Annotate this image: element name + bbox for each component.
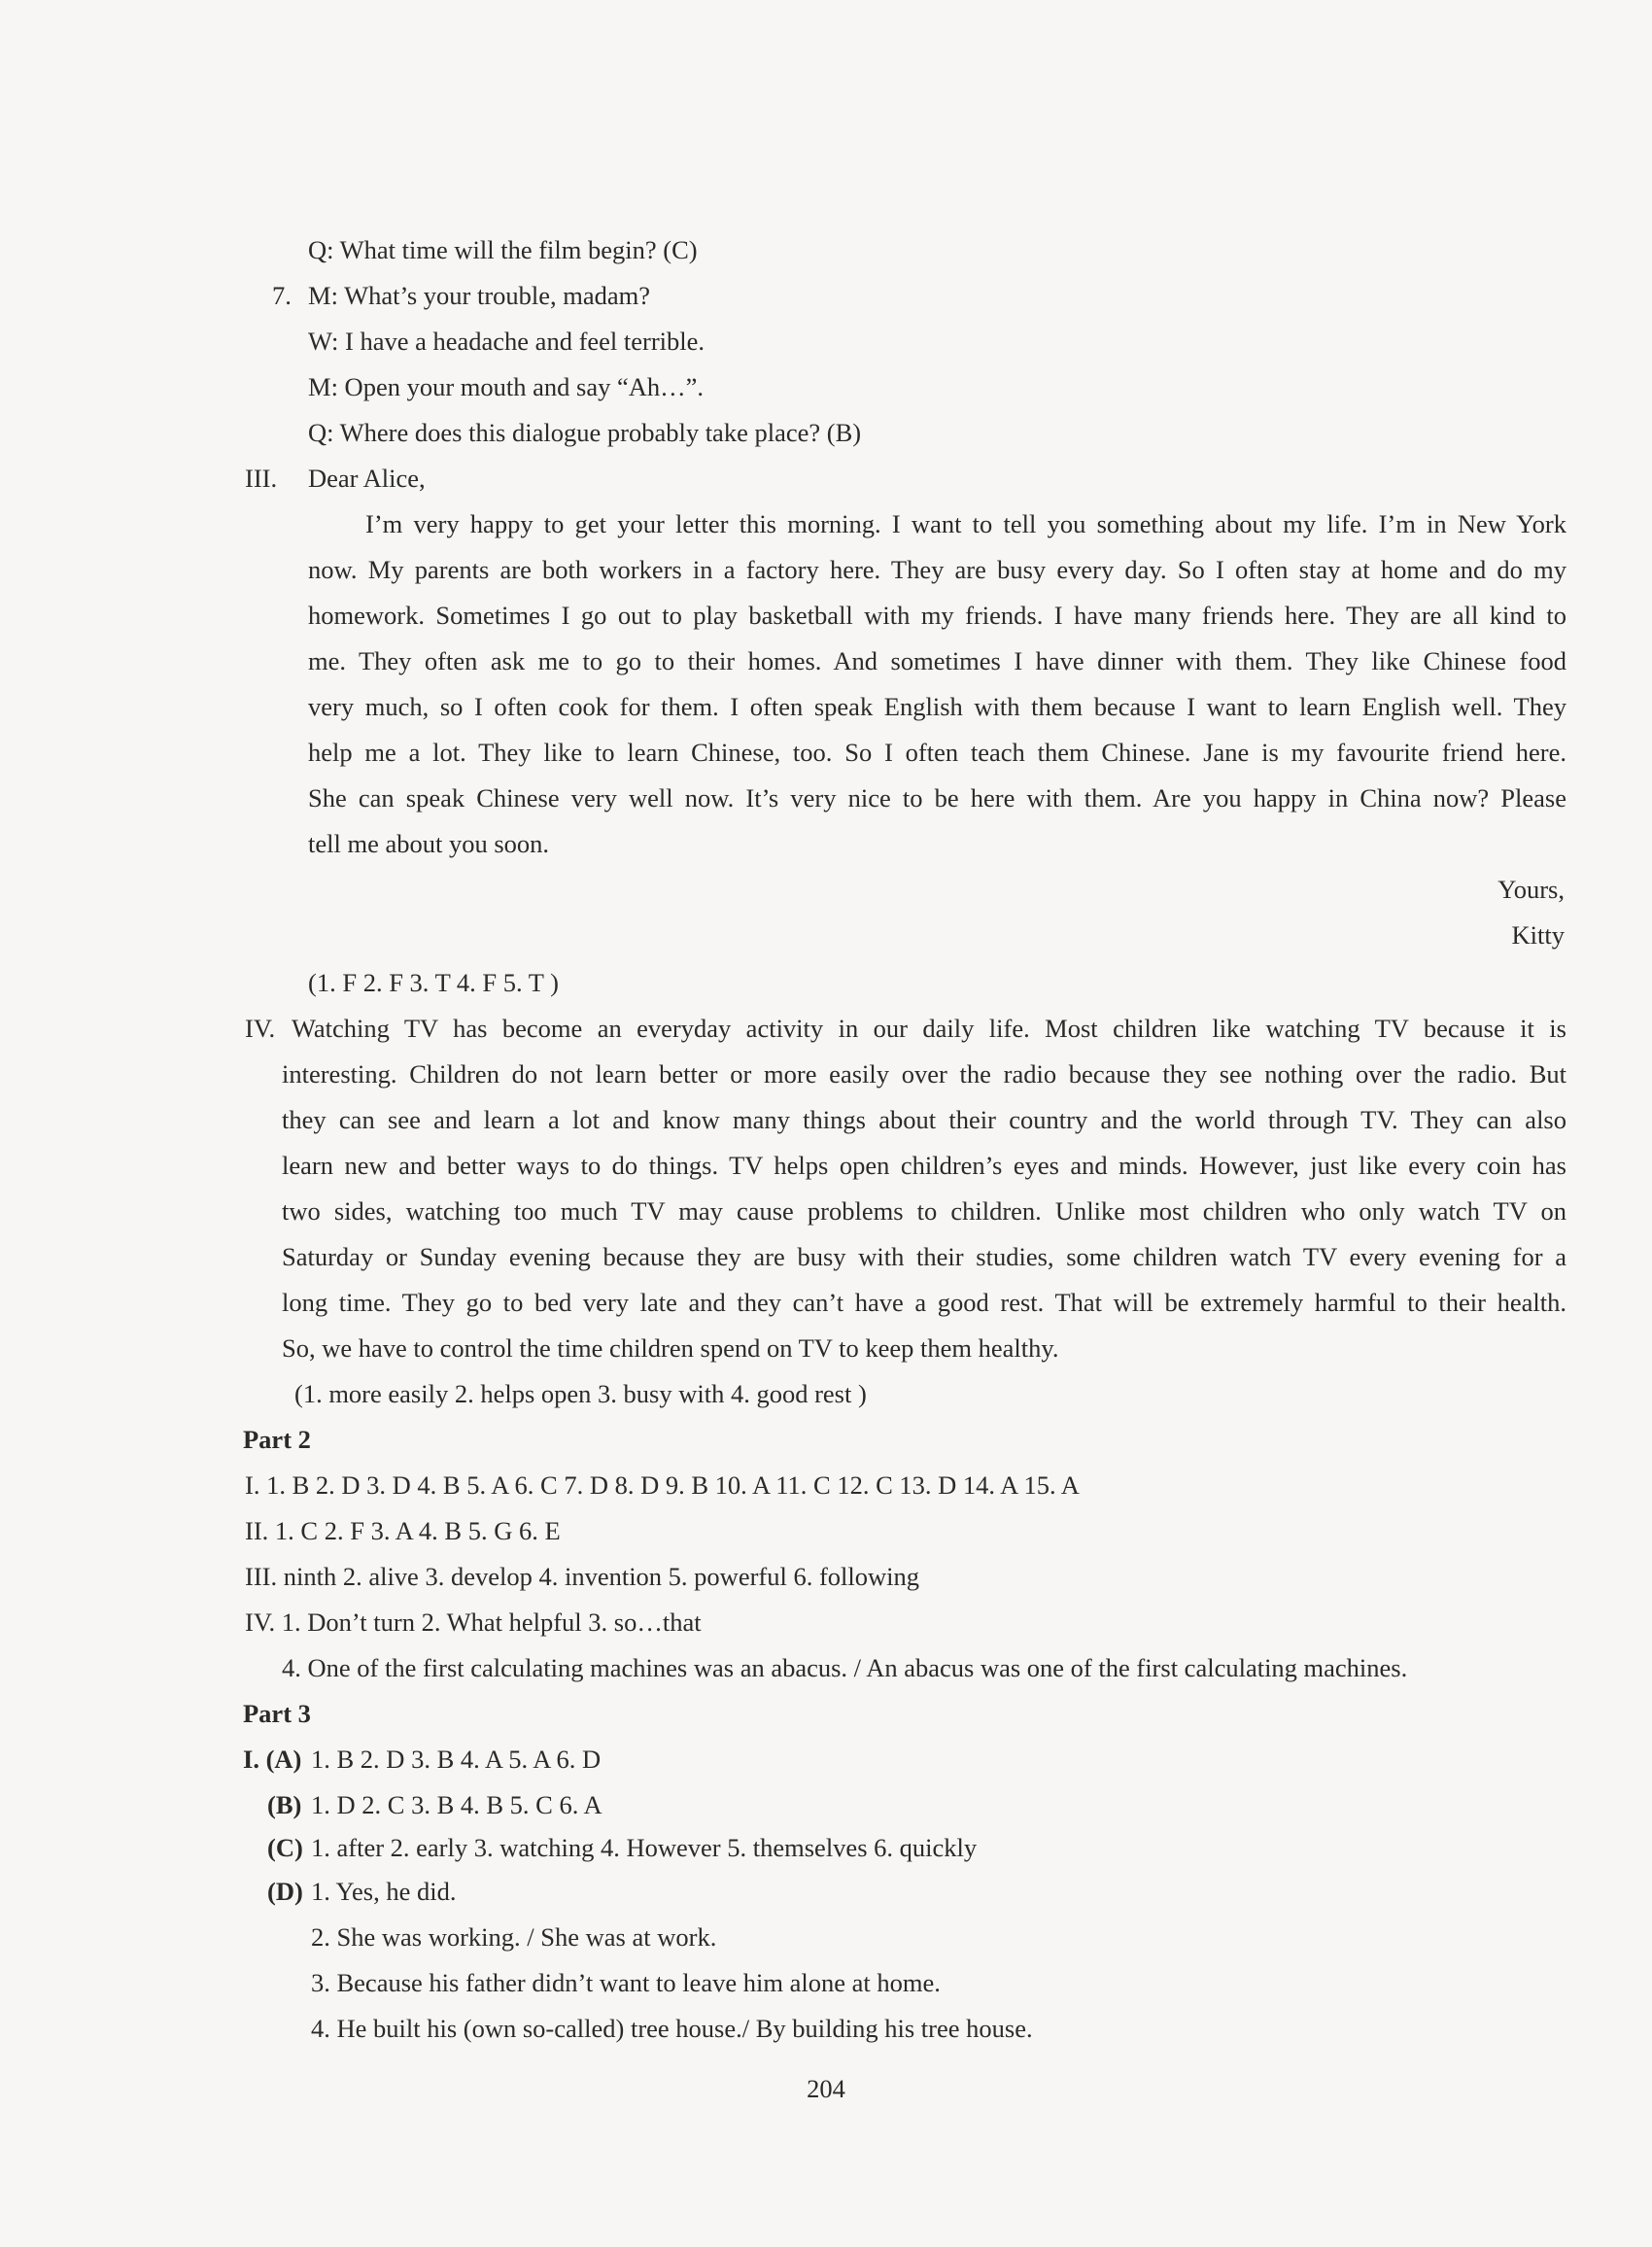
part-3-b-answers: 1. D 2. C 3. B 4. B 5. C 6. A: [311, 1790, 602, 1819]
q7-line-1: M: What’s your trouble, madam?: [308, 281, 651, 310]
q7-line-3: M: Open your mouth and say “Ah…”.: [308, 372, 704, 401]
part-2-row-5: 4. One of the first calculating machines was an abacus. / An abacus was one of the first calculating machines.: [282, 1653, 1408, 1682]
part-3-d-label: (D): [267, 1877, 303, 1906]
q7-question: Q: Where does this dialogue probably take place? (B): [308, 418, 862, 447]
part-3-d-answer-3: 3. Because his father didn’t want to leave him alone at home.: [311, 1968, 941, 1997]
letter-greeting: Dear Alice,: [308, 464, 426, 493]
section-3-numeral: III.: [245, 464, 278, 493]
letter-closing: Yours,: [1497, 875, 1565, 904]
section-4-numeral: IV.: [245, 1014, 276, 1043]
passage-line-5: two sides, watching too much TV may cause problems to children. Unlike most children who only watch TV on: [282, 1196, 1566, 1226]
passage-line-6: Saturday or Sunday evening because they are busy with their studies, some children watch TV every evening for a: [282, 1242, 1566, 1271]
page-number: 204: [807, 2074, 845, 2103]
letter-line-4: me. They often ask me to go to their homes. And sometimes I have dinner with them. They like Chinese food: [308, 646, 1566, 675]
section-4-answers: (1. more easily 2. helps open 3. busy with 4. good rest ): [294, 1379, 867, 1408]
passage-line-8: So, we have to control the time children spend on TV to keep them healthy.: [282, 1333, 1059, 1363]
part-3-a-answers: 1. B 2. D 3. B 4. A 5. A 6. D: [311, 1745, 602, 1774]
part-2-heading: Part 2: [243, 1425, 311, 1454]
q7-number: 7.: [272, 281, 292, 310]
letter-line-3: homework. Sometimes I go out to play basketball with my friends. I have many friends here. They are all kind to: [308, 601, 1566, 630]
part-3-d-answer-1: 1. Yes, he did.: [311, 1877, 457, 1906]
letter-line-6: help me a lot. They like to learn Chinese, too. So I often teach them Chinese. Jane is my favourite friend here.: [308, 738, 1566, 767]
part-2-row-1: I. 1. B 2. D 3. D 4. B 5. A 6. C 7. D 8. D 9. B 10. A 11. C 12. C 13. D 14. A 15. A: [245, 1470, 1080, 1500]
part-2-row-2: II. 1. C 2. F 3. A 4. B 5. G 6. E: [245, 1516, 561, 1545]
passage-line-1: Watching TV has become an everyday activity in our daily life. Most children like watching TV because it is: [292, 1014, 1566, 1043]
part-3-d-answer-2: 2. She was working. / She was at work.: [311, 1922, 717, 1952]
part-3-c-answers: 1. after 2. early 3. watching 4. However 5. themselves 6. quickly: [311, 1833, 978, 1862]
part-3-b-label: (B): [267, 1790, 302, 1819]
passage-line-4: learn new and better ways to do things. TV helps open children’s eyes and minds. However, just like every coin has: [282, 1151, 1566, 1180]
part-2-row-4: IV. 1. Don’t turn 2. What helpful 3. so…that: [245, 1607, 702, 1637]
letter-signature: Kitty: [1511, 920, 1565, 950]
q7-line-2: W: I have a headache and feel terrible.: [308, 327, 706, 356]
letter-line-7: She can speak Chinese very well now. It’s very nice to be here with them. Are you happy in China now? Please: [308, 783, 1566, 812]
letter-line-2: now. My parents are both workers in a factory here. They are busy every day. So I often stay at home and do my: [308, 555, 1566, 584]
passage-line-2: interesting. Children do not learn better or more easily over the radio because they see nothing over the radio. But: [282, 1059, 1566, 1089]
passage-line-3: they can see and learn a lot and know many things about their country and the world through TV. They can also: [282, 1105, 1566, 1134]
letter-line-5: very much, so I often cook for them. I often speak English with them because I want to learn English well. They: [308, 692, 1566, 721]
section-3-answers: (1. F 2. F 3. T 4. F 5. T ): [308, 968, 559, 997]
letter-line-8: tell me about you soon.: [308, 829, 550, 858]
part-3-heading: Part 3: [243, 1699, 311, 1728]
part-2-row-3: III. ninth 2. alive 3. develop 4. invention 5. powerful 6. following: [245, 1562, 920, 1591]
letter-line-1: I’m very happy to get your letter this morning. I want to tell you something about my life. I’m in New York: [365, 509, 1566, 538]
part-3-a-label: I. (A): [243, 1745, 302, 1774]
part-3-c-label: (C): [267, 1833, 303, 1862]
passage-line-7: long time. They go to bed very late and they can’t have a good rest. That will be extremely harmful to their health.: [282, 1288, 1566, 1317]
part-3-d-answer-4: 4. He built his (own so-called) tree house./ By building his tree house.: [311, 2014, 1033, 2043]
q6-question: Q: What time will the film begin? (C): [308, 235, 698, 264]
